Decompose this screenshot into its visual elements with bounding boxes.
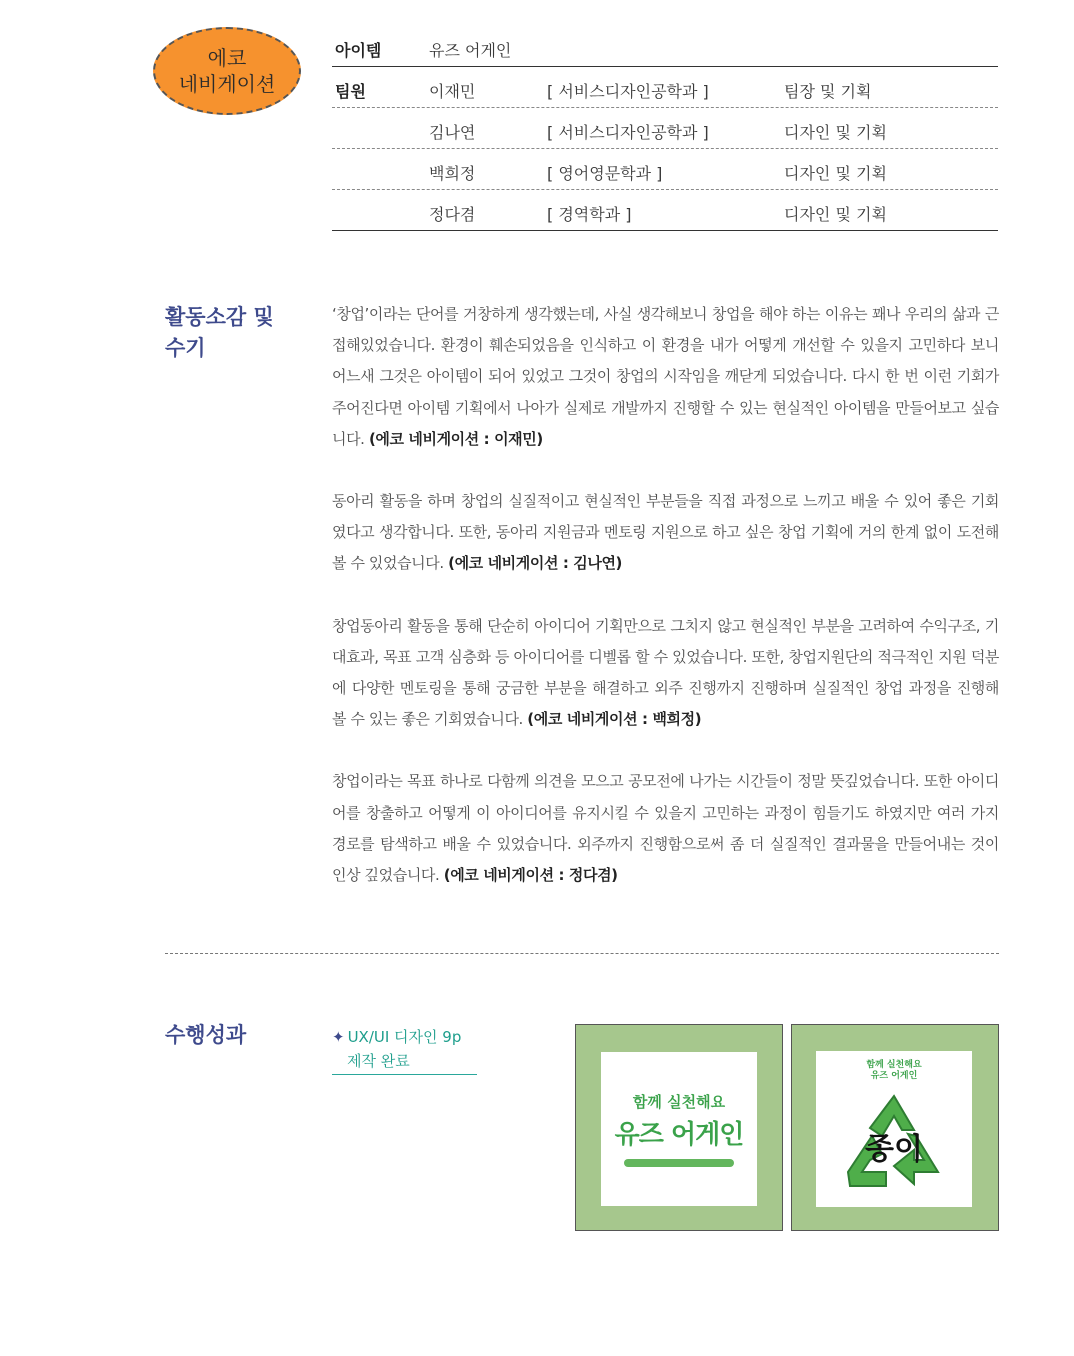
reflection-signature: (에코 네비게이션 : 김나연) — [448, 554, 623, 573]
item-row — [332, 26, 998, 67]
item-value: 유즈 어게인 — [429, 41, 512, 60]
team-info-table — [332, 26, 998, 231]
cover-card — [816, 1051, 972, 1207]
reflection-paragraph — [332, 486, 999, 580]
reflection-signature: (에코 네비게이션 : 백희정) — [527, 710, 702, 729]
reflection-text: 동아리 활동을 하며 창업의 실질적이고 현실적인 부분들을 직접 과정으로 느끼고 배울 수 있어 좋은 기회였다고 생각합니다. 또한, 동아리 지원금과 멘토링 지원으로 하고 싶은 창업 기획에 거의 한계 없이 도전해볼 수 있었습니다. — [332, 492, 999, 573]
member-name: 이재민 — [429, 82, 476, 101]
poster-card — [601, 1052, 757, 1206]
poster-title: 유즈 어게인 — [614, 1120, 744, 1150]
member-row — [332, 67, 998, 108]
member-dept: [ 영어영문학과 ] — [547, 164, 663, 183]
result-item-line1: UX/UI 디자인 9p — [347, 1028, 462, 1046]
member-role: 팀장 및 기획 — [784, 82, 872, 101]
cover-header-small: 함께 실천해요 — [866, 1060, 922, 1070]
item-label: 아이템 — [335, 41, 382, 60]
member-role: 디자인 및 기획 — [784, 164, 887, 183]
reflection-paragraph — [332, 611, 999, 736]
reflection-text: 창업이라는 목표 하나로 다함께 의견을 모으고 공모전에 나가는 시간들이 정말 뜻깊었습니다. 또한 아이디어를 창출하고 어떻게 이 아이디어를 유지시킬 수 있을지 고민하는 과정이 힘들기도 하였지만 여러 가지 경로를 탐색하고 배울 수 있었습니다. 외주까지 진행함으로써 좀 더 실질적인 결과물을 만들어내는 것이 인상 깊었습니다. — [332, 772, 999, 885]
results-section-title: 수행성과 — [165, 1023, 247, 1047]
team-badge-line2: 네비게이션 — [178, 72, 276, 96]
member-dept: [ 경역학과 ] — [547, 205, 632, 224]
member-name: 백희정 — [429, 164, 476, 183]
member-dept: [ 서비스디자인공학과 ] — [547, 82, 709, 101]
recycle-icon — [834, 1088, 954, 1198]
reflection-title-line2: 수기 — [165, 336, 206, 360]
cover-header: 유즈 어게인 — [870, 1071, 918, 1081]
member-name: 정다겸 — [429, 205, 476, 224]
member-row — [332, 108, 998, 149]
reflection-section-title — [165, 302, 274, 364]
member-role: 디자인 및 기획 — [784, 205, 887, 224]
reflection-text: ‘창업’이라는 단어를 거창하게 생각했는데, 사실 생각해보니 창업을 해야 하는 이유는 꽤나 우리의 삶과 근접해있었습니다. 환경이 훼손되었음을 인식하고 이 환경을 내가 어떻게 개선할 수 있을지 고민하다 보니 어느새 그것은 아이템이 되어 있었고 그것이 창업의 시작임을 깨닫게 되었습니다. 다시 한 번 이런 기회가 주어진다면 아이템 기획에서 나아가 실제로 개발까지 진행할 수 있는 현실적인 아이템을 만들어보고 싶습니다. — [332, 305, 999, 448]
cover-center-text: 종이 — [865, 1132, 923, 1167]
section-divider — [165, 953, 999, 954]
result-item — [332, 1025, 477, 1075]
thumbnail-cover — [791, 1024, 999, 1231]
poster-caption-bar — [624, 1159, 734, 1167]
reflection-signature: (에코 네비게이션 : 이재민) — [368, 429, 543, 448]
reflection-signature: (에코 네비게이션 : 정다겸) — [443, 866, 618, 885]
member-role: 디자인 및 기획 — [784, 123, 887, 142]
reflections-body — [332, 299, 999, 922]
star-icon: ✦ — [332, 1028, 345, 1046]
team-badge-line1: 에코 — [207, 46, 247, 70]
member-dept: [ 서비스디자인공학과 ] — [547, 123, 709, 142]
reflection-paragraph — [332, 299, 999, 455]
member-row — [332, 190, 998, 231]
thumbnail-poster — [575, 1024, 783, 1231]
member-row — [332, 149, 998, 190]
reflection-text: 창업동아리 활동을 통해 단순히 아이디어 기획만으로 그치지 않고 현실적인 부분을 고려하여 수익구조, 기대효과, 목표 고객 심층화 등 아이디어를 디벨롭 할 수 있었습니다. 또한, 창업지원단의 적극적인 지원 덕분에 다양한 멘토링을 통해 궁금한 부분을 해결하고 외주 진행까지 진행하며 실질적인 창업 과정을 진행해 볼 수 있는 좋은 기회였습니다. — [332, 616, 999, 729]
member-name: 김나연 — [429, 123, 476, 142]
reflection-title-line1: 활동소감 및 — [165, 305, 274, 329]
members-label: 팀원 — [335, 82, 366, 101]
result-item-line2: 제작 완료 — [347, 1052, 410, 1070]
poster-subtitle: 함께 실천해요 — [632, 1093, 726, 1111]
reflection-paragraph — [332, 766, 999, 891]
team-badge — [153, 27, 301, 115]
